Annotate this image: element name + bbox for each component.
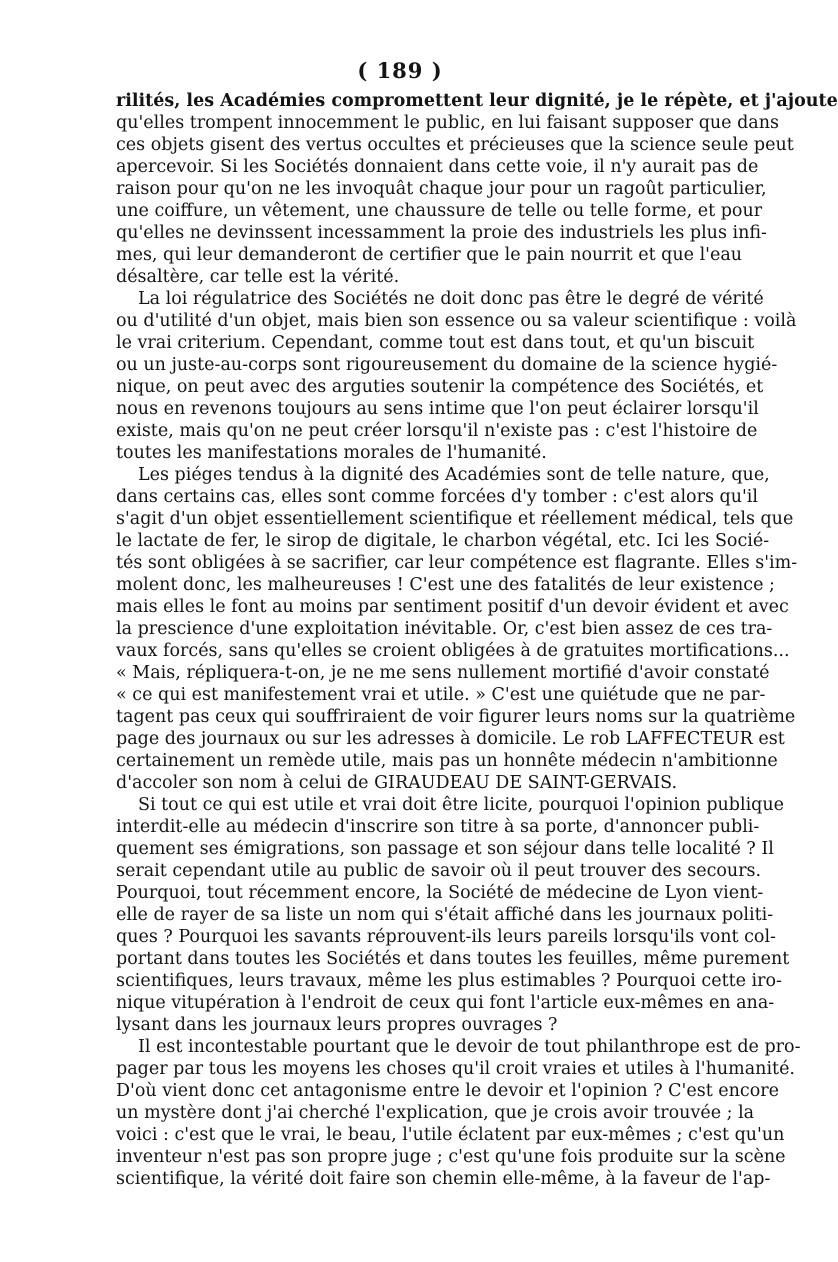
text-line: portant dans toutes les Sociétés et dans toutes les feuilles, même purement xyxy=(116,949,790,969)
text-line: un mystère dont j'ai cherché l'explication, que je crois avoir trouvée ; la xyxy=(116,1103,755,1123)
text-line: quement ses émigrations, son passage et son séjour dans telle localité ? Il xyxy=(116,839,774,859)
text-line: nique vitupération à l'endroit de ceux qui font l'article eux-mêmes en ana- xyxy=(116,993,775,1013)
text-line: serait cependant utile au public de savoir où il peut trouver des secours. xyxy=(116,861,762,881)
text-line: ou d'utilité d'un objet, mais bien son essence ou sa valeur scientifique : voilà xyxy=(116,311,797,331)
text-line: pager par tous les moyens les choses qu'il croit vraies et utiles à l'humanité. xyxy=(116,1059,795,1079)
page-number: ( 189 ) xyxy=(357,58,443,83)
text-line: la prescience d'une exploitation inévitable. Or, c'est bien assez de ces tra- xyxy=(116,619,773,639)
text-line: qu'elles ne devinssent incessamment la proie des industriels les plus infi- xyxy=(116,223,767,243)
text-line: s'agit d'un objet essentiellement scientifique et réellement médical, tels que xyxy=(116,509,794,529)
text-line: Si tout ce qui est utile et vrai doit être licite, pourquoi l'opinion publique xyxy=(138,795,785,815)
text-line: lysant dans les journaux leurs propres ouvrages ? xyxy=(116,1015,558,1035)
text-line: page des journaux ou sur les adresses à domicile. Le rob LAFFECTEUR est xyxy=(116,729,785,749)
text-line: dans certains cas, elles sont comme forcées d'y tomber : c'est alors qu'il xyxy=(116,487,758,507)
text-line: toutes les manifestations morales de l'humanité. xyxy=(116,443,547,463)
text-line: scientifiques, leurs travaux, même les plus estimables ? Pourquoi cette iro- xyxy=(116,971,782,991)
text-line: inventeur n'est pas son propre juge ; c'est qu'une fois produite sur la scène xyxy=(116,1147,786,1167)
text-line: nous en revenons toujours au sens intime que l'on peut éclairer lorsqu'il xyxy=(116,399,759,419)
text-line: apercevoir. Si les Sociétés donnaient dans cette voie, il n'y aurait pas de xyxy=(116,157,759,177)
text-line: raison pour qu'on ne les invoquât chaque jour pour un ragoût particulier, xyxy=(116,179,767,199)
text-line: voici : c'est que le vrai, le beau, l'utile éclatent par eux-mêmes ; c'est qu'un xyxy=(116,1125,785,1145)
text-line: Pourquoi, tout récemment encore, la Société de médecine de Lyon vient- xyxy=(116,883,764,903)
text-line: interdit-elle au médecin d'inscrire son titre à sa porte, d'annoncer publi- xyxy=(116,817,760,837)
text-line: « Mais, répliquera-t-on, je ne me sens nullement mortifié d'avoir constaté xyxy=(116,663,770,683)
text-line: mes, qui leur demanderont de certifier que le pain nourrit et que l'eau xyxy=(116,245,743,265)
text-line: ou un juste-au-corps sont rigoureusement du domaine de la science hygié- xyxy=(116,355,778,375)
text-line: molent donc, les malheureuses ! C'est une des fatalités de leur existence ; xyxy=(116,575,775,595)
text-line: elle de rayer de sa liste un nom qui s'était affiché dans les journaux politi- xyxy=(116,905,774,925)
text-line: le lactate de fer, le sirop de digitale, le charbon végétal, etc. Ici les Socié- xyxy=(116,531,770,551)
text-line: ques ? Pourquoi les savants réprouvent-ils leurs pareils lorsqu'ils vont col- xyxy=(116,927,776,947)
text-line: d'accoler son nom à celui de GIRAUDEAU DE SAINT-GERVAIS. xyxy=(116,773,678,793)
text-line: ces objets gisent des vertus occultes et précieuses que la science seule peut xyxy=(116,135,794,155)
text-line: le vrai criterium. Cependant, comme tout est dans tout, et qu'un biscuit xyxy=(116,333,755,353)
text-line: tagent pas ceux qui souffriraient de voir figurer leurs noms sur la quatrième xyxy=(116,707,796,727)
text-line: existe, mais qu'on ne peut créer lorsqu'il n'existe pas : c'est l'histoire de xyxy=(116,421,758,441)
text-line: mais elles le font au moins par sentiment positif d'un devoir évident et avec xyxy=(116,597,789,617)
text-line: qu'elles trompent innocemment le public, en lui faisant supposer que dans xyxy=(116,113,779,133)
text-line: Les piéges tendus à la dignité des Académies sont de telle nature, que, xyxy=(138,465,770,485)
text-line: « ce qui est manifestement vrai et utile. » C'est une quiétude que ne par- xyxy=(116,685,766,705)
text-line: rilités, les Académies compromettent leur dignité, je le répète, et j'ajoute xyxy=(116,91,838,111)
text-line: certainement un remède utile, mais pas un honnête médecin n'ambitionne xyxy=(116,751,778,771)
text-line: D'où vient donc cet antagonisme entre le devoir et l'opinion ? C'est encore xyxy=(116,1081,779,1101)
text-line: désaltère, car telle est la vérité. xyxy=(116,267,400,287)
text-line: une coiffure, un vêtement, une chaussure de telle ou telle forme, et pour xyxy=(116,201,763,221)
text-line: nique, on peut avec des arguties soutenir la compétence des Sociétés, et xyxy=(116,377,764,397)
body-text xyxy=(116,90,838,1190)
text-line: La loi régulatrice des Sociétés ne doit donc pas être le degré de vérité xyxy=(138,289,764,309)
text-line: scientifique, la vérité doit faire son chemin elle-même, à la faveur de l'ap- xyxy=(116,1169,771,1189)
text-line: tés sont obligées à se sacrifier, car leur compétence est flagrante. Elles s'im- xyxy=(116,553,798,573)
text-line: Il est incontestable pourtant que le devoir de tout philanthrope est de pro- xyxy=(138,1037,801,1057)
text-line: vaux forcés, sans qu'elles se croient obligées à de gratuites mortifications... xyxy=(116,641,790,661)
